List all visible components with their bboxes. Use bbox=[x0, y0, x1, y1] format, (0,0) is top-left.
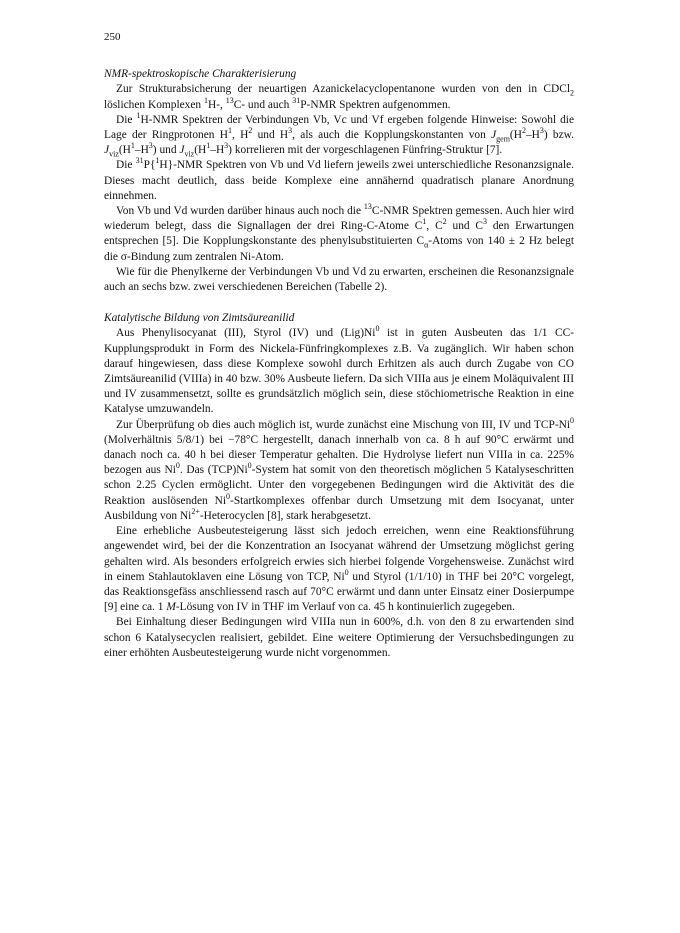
paragraph: Eine erhebliche Ausbeutesteigerung lässt sich jedoch erreichen, wenn eine Reaktionsführung angewendet wird, bei der die Konzentration an Isocyanat während der Umsetzung möglichst gering gehalten wird. Als besonders erfolgreich erwies sich hierbei folgende Vorgehensweise. Zunächst wird in einem Stahlautoklaven eine Lösung von TCP, Ni$^0$ und Styrol (1/1/10) in THF bei 20°C vorgelegt, das Reaktionsgefäss anschliessend rasch auf 70°C erwärmt und dann unter Einsatz einer Dosierpumpe [9] eine ca. 1 M-Lösung von IV in THF im Verlauf von ca. 45 h kontinuierlich zugegeben. bbox=[104, 525, 575, 614]
paragraph: Aus Phenylisocyanat (III), Styrol (IV) und (Lig)Ni$^0$ ist in guten Ausbeuten das 1/1 CC-Kupplungsprodukt in Form des Nickela-Fünfringkomplexes z.B. Va zugänglich. Wir haben schon darauf hingewiesen, dass diese Komplexe sowohl durch Erhitzen als auch durch Zugabe von CO Zimtsäureanilid (VIIIa) in 40 bzw. 30% Ausbeute liefern. Da sich VIIIa aus je einem Moläquivalent III und IV zusammensetzt, sollte es grundsätzlich möglich sein, diese stöchiometrische Reaktion in eine Katalyse umzuwandeln. bbox=[104, 324, 574, 416]
paragraph: Zur Überprüfung ob dies auch möglich ist, wurde zunächst eine Mischung von III, IV und TCP-Ni$^0$ (Molverhältnis 5/8/1) bei −78°C hergestellt, danach innerhalb von ca. 8 h auf 90°C erwärmt und danach noch ca. 40 h bei dieser Temperatur gehalten. Die Hydrolyse liefert nun VIIIa in ca. 225% bezogen aus Ni$^0$. Das (TCP)Ni$^0$-System hat somit von den theoretisch möglichen 5 Katalyseschritten schon 2.25 Cyclen ermöglicht. Unter den vorgegebenen Bedingungen wird die Aktivität des die Reaktion auslösenden Ni$^0$-Startkomplexes offenbar durch Umsetzung mit dem Isocyanat, unter Ausbildung von $Ni^{2+}$-Heterocyclen [8], stark herabgesetzt. bbox=[104, 415, 574, 522]
paragraph: Wie für die Phenylkerne der Verbindungen Vb und Vd zu erwarten, erscheinen die Resonanzsignale auch an sechs bzw. zwei verschiedenen Bereichen (Tabelle 2). bbox=[104, 265, 574, 294]
section-heading-katalyse: Katalytische Bildung von Zimtsäureanilid bbox=[104, 312, 295, 325]
paragraph: Die $^1$H-NMR Spektren der Verbindungen Vb, Vc und Vf ergeben folgende Hinweise: Sowohl die Lage der Ringprotonen $H^1$, $H^2$ und $H^3$, als auch die Kopplungskonstanten von $J_{gem}(H^2-H^3)$ bzw. $J_{viz}(H^1-H^3)$ und $J_{viz}(H^1-H^3)$ korrelieren mit der vorgeschlagenen Fünfring-Struktur [7]. bbox=[104, 111, 575, 159]
paragraph: Bei Einhaltung dieser Bedingungen wird VIIIa nun in 600%, d.h. von den 8 zu erwartenden sind schon 6 Katalysecyclen realisiert, gebildet. Eine weitere Optimierung der Versuchsbedingungen zu einer erhöhten Ausbeutesteigerung wurde nicht vorgenommen. bbox=[104, 616, 574, 659]
paragraph: Zur Strukturabsicherung der neuartigen Azanickelacyclopentanone wurden von den in CDCl$_2$ löslichen Komplexen $^1$H-, $^{13}$C- und auch $^{31}$P-NMR Spektren aufgenommen. bbox=[104, 83, 574, 111]
section-heading-nmr: NMR-spektroskopische Charakterisierung bbox=[104, 68, 297, 81]
document-page bbox=[104, 30, 574, 661]
page-number: 250 bbox=[104, 31, 121, 43]
paragraph: Von Vb und Vd wurden darüber hinaus auch noch die $^{13}$C-NMR Spektren gemessen. Auch hier wird wiederum belegt, dass die Signallagen der drei Ring-C-Atome $C^1$, $C^2$ und $C^3$ den Erwartungen entsprechen [5]. Die Kopplungskonstante des phenylsubstituierten $C_\alpha$-Atoms von 140 ± 2 Hz belegt die σ-Bindung zum zentralen Ni-Atom. bbox=[104, 202, 574, 263]
paragraph: Die $^{31}$P{$^1$H}-NMR Spektren von Vb und Vd liefern jeweils zwei unterschiedliche Resonanzsignale. Dieses macht deutlich, dass beide Komplexe eine annähernd quadratisch planare Anordnung einnehmen. bbox=[104, 156, 575, 202]
